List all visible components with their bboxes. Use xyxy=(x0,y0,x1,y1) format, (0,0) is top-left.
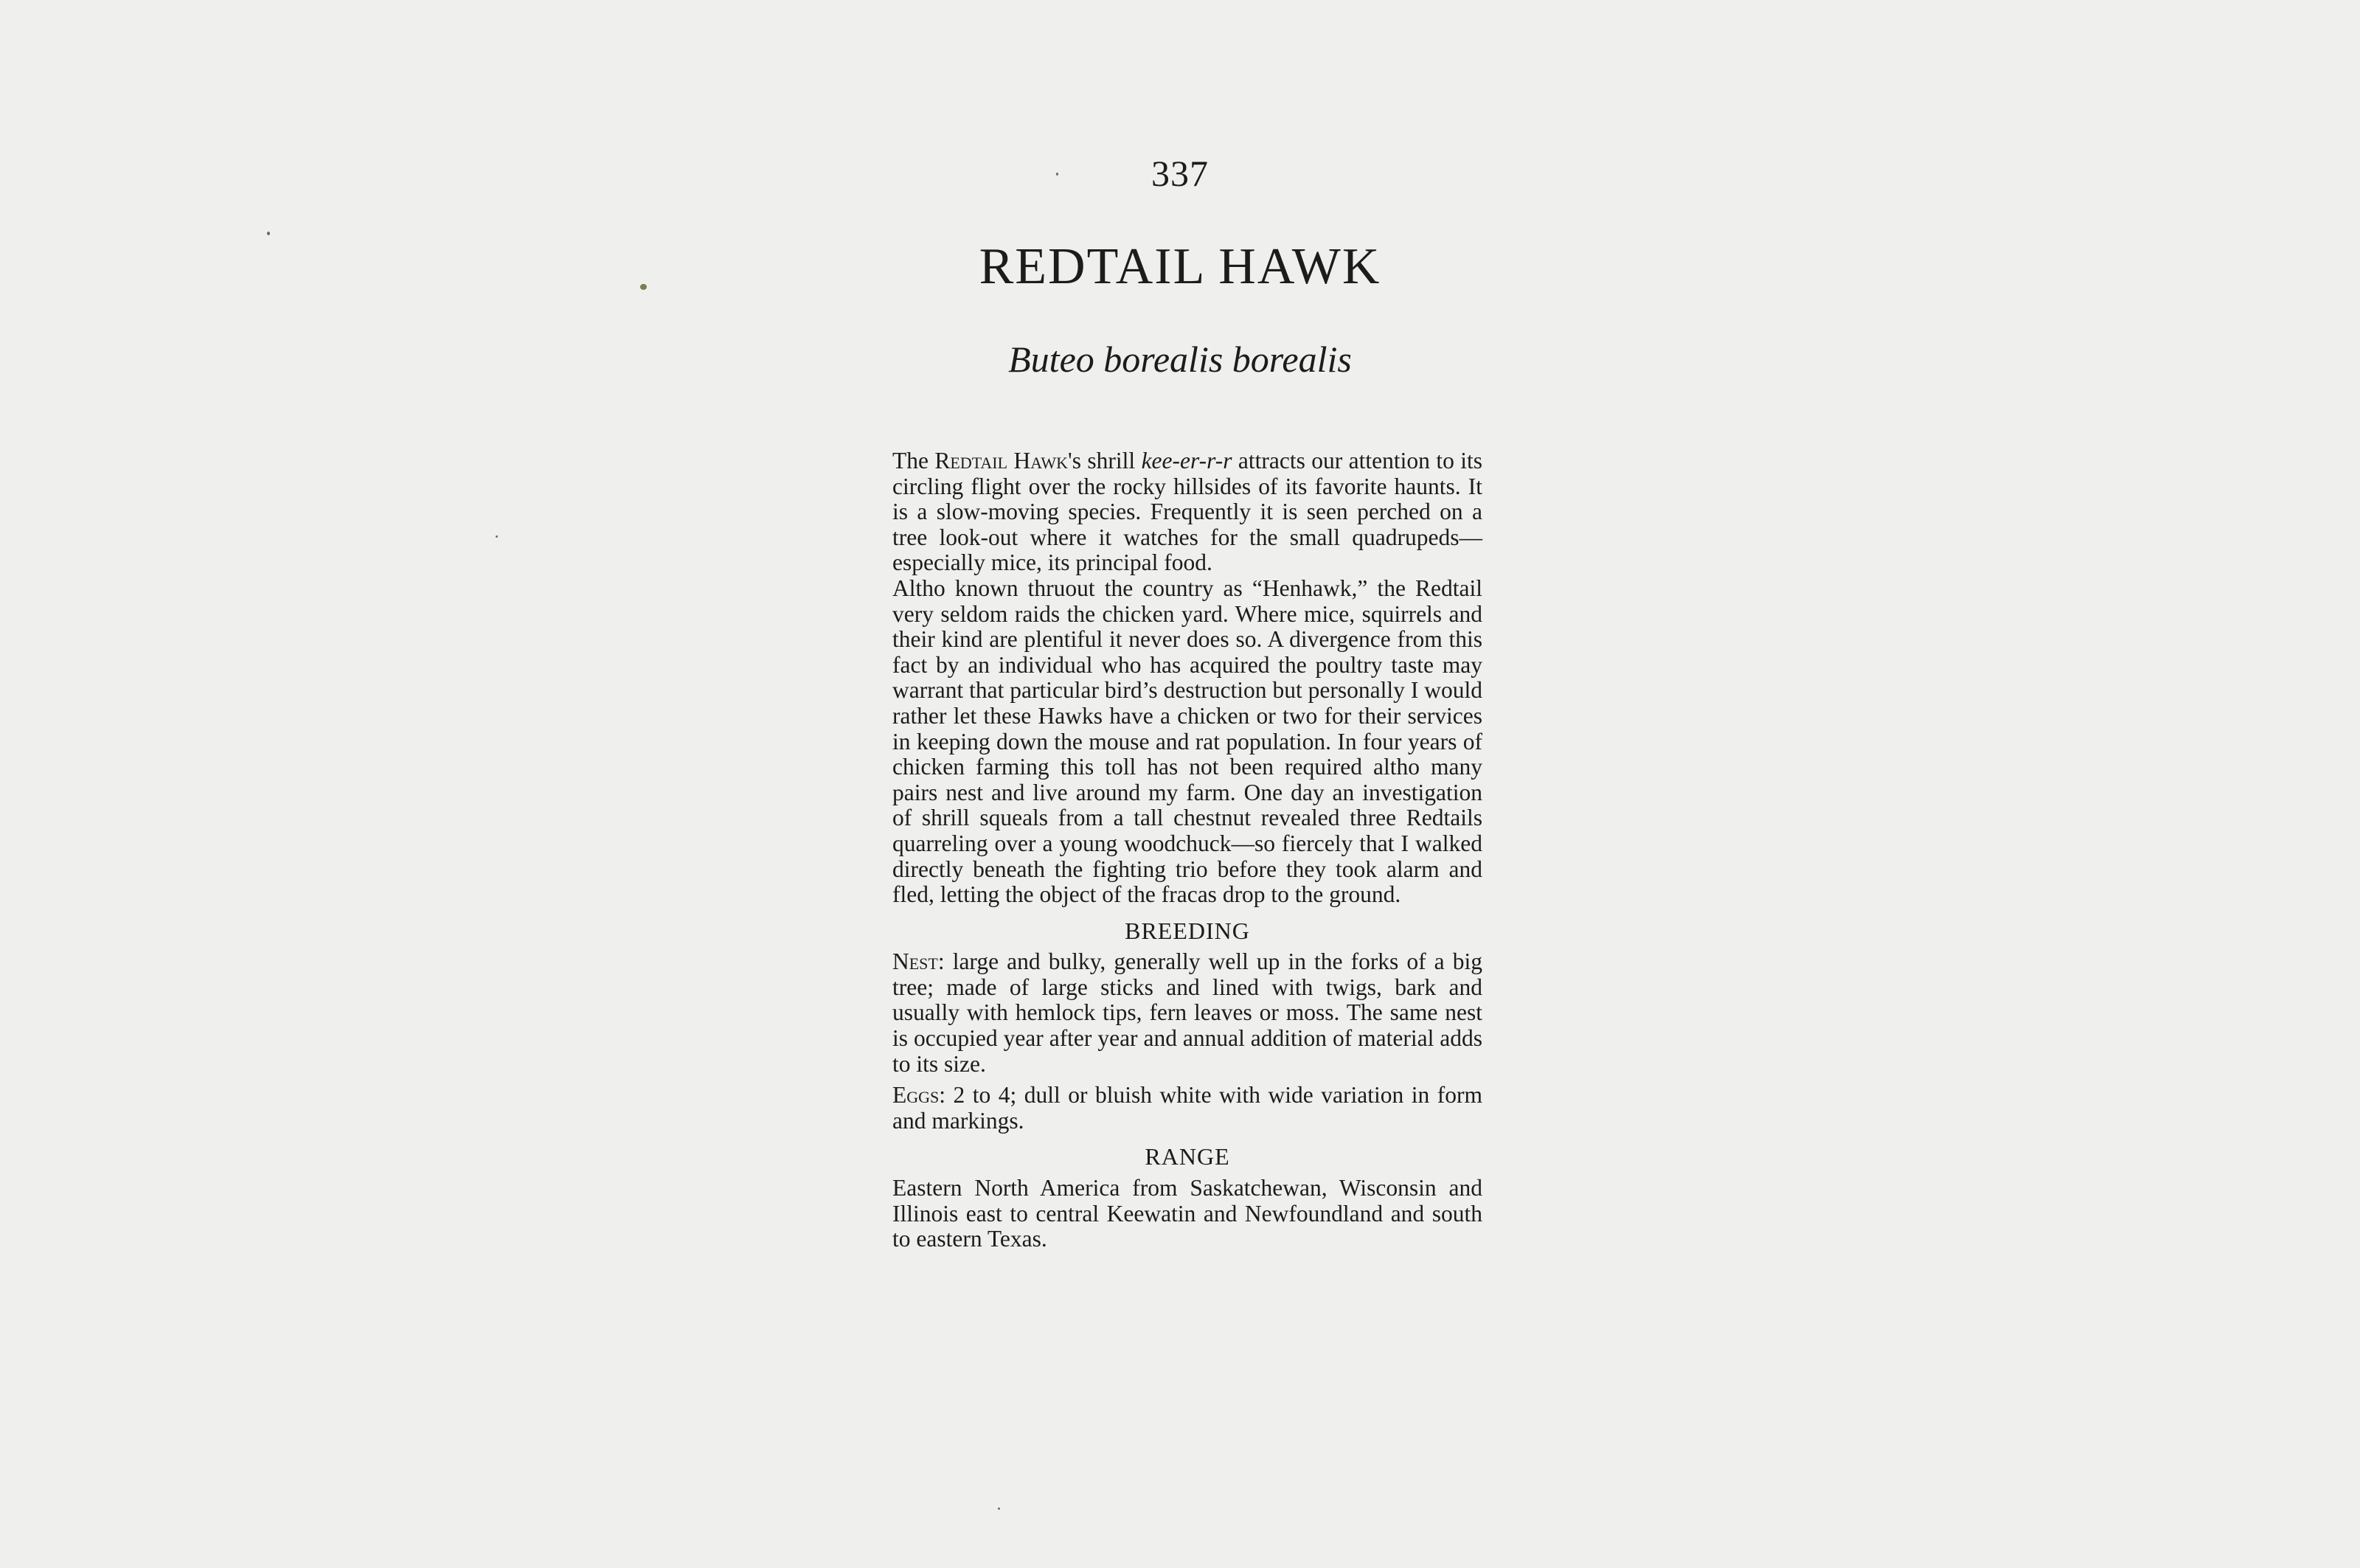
scientific-name: Buteo borealis borealis xyxy=(1008,339,1352,380)
breeding-heading: BREEDING xyxy=(1125,917,1250,944)
intro-text-middle: 's shrill xyxy=(1068,448,1142,473)
text-column xyxy=(892,448,1482,1252)
eggs-text: : 2 to 4; dull or bluish white with wide variation in form and markings. xyxy=(892,1082,1482,1134)
bird-call: kee-er-r-r xyxy=(1141,448,1232,473)
paper-speck xyxy=(496,535,498,538)
nest-paragraph xyxy=(892,949,1482,1077)
intro-paragraph xyxy=(892,448,1482,576)
range-paragraph: Eastern North America from Saskatchewan, Wisconsin and Illinois east to central Keewatin and Newfoundland and south to eastern Texas. xyxy=(892,1175,1482,1252)
bird-name-small-caps: Redtail Hawk xyxy=(934,448,1069,473)
second-paragraph: Altho known thruout the country as “Henhawk,” the Redtail very seldom raids the chicken yard. Where mice, squirrels and their kind are plentiful it never does so. A divergence from this fact by an individual who has acquired the poultry taste may warrant that particular bird’s destruction but personally I would rather let these Hawks have a chicken or two for their services in keeping down the mouse and rat population. In four years of chicken farming this toll has not been required altho many pairs nest and live around my farm. One day an investigation of shrill squeals from a tall chestnut revealed three Redtails quarreling over a young woodchuck—so fiercely that I walked directly beneath the fighting trio before they took alarm and fled, letting the object of the fracas drop to the ground. xyxy=(892,575,1482,908)
intro-text-end: attracts our attention to its circling flight over the rocky hillsides of its favorite haunts. It is a slow-moving species. Frequently it is seen perched on a tree look-out where it watches for the small quadrupeds—especially mice, its principal food. xyxy=(892,448,1483,576)
paper-speck xyxy=(267,232,270,235)
intro-text-start: The xyxy=(892,448,935,473)
eggs-paragraph xyxy=(892,1083,1482,1134)
page-title: REDTAIL HAWK xyxy=(979,238,1381,295)
nest-label: Nest xyxy=(892,948,938,975)
nest-text: : large and bulky, generally well up in the forks of a big tree; made of large sticks and lined with twigs, bark and usually with hemlock tips, fern leaves or moss. The same nest is occupied year after year and annual addition of material adds to its size. xyxy=(892,948,1482,1077)
range-heading: RANGE xyxy=(1145,1143,1230,1170)
paper-speck xyxy=(998,1508,1000,1510)
page-number: 337 xyxy=(1151,153,1209,194)
eggs-label: Eggs xyxy=(892,1082,940,1109)
